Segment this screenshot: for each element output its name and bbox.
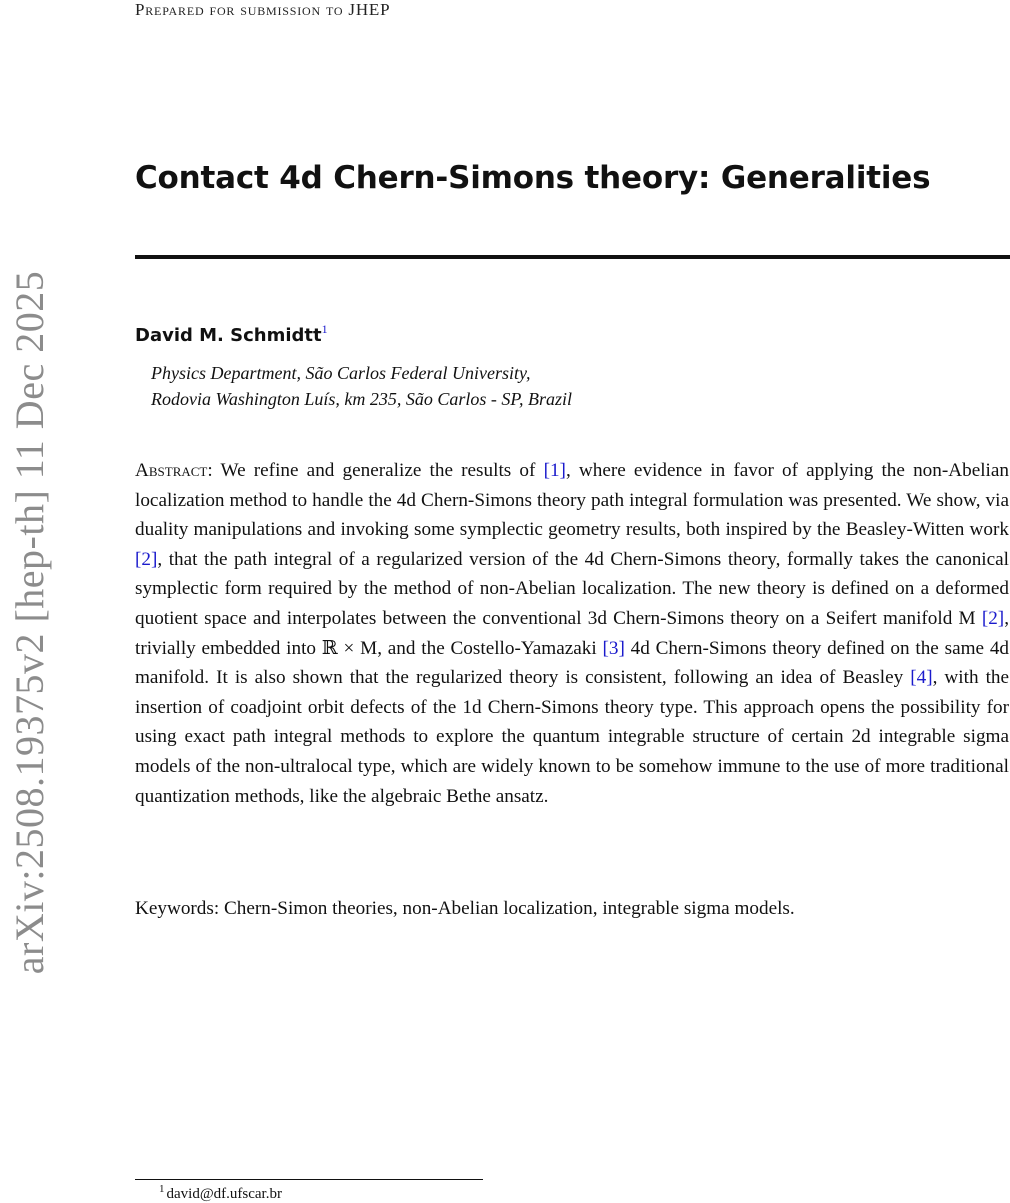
author (135, 322, 328, 346)
footnote-mark: 1 (159, 1183, 165, 1195)
abstract-text: , with the insertion of coadjoint orbit defects of the 1d Chern-Simons theory type. This approach opens the possibility for using exact path integral methods to explore the quantum integrable structure of certain 2d integrable sigma models of the non-ultralocal type, which are widely known to be somehow immune to the use of more traditional quantization methods, like the algebraic Bethe ansatz. (135, 667, 1010, 807)
citation-link[interactable]: [3] (602, 637, 625, 659)
arxiv-stamp-text: arXiv:2508.19375v2 [hep-th] 11 Dec 2025 (7, 270, 53, 975)
abstract-text: 4d Chern-Simons theory defined on the same 4d manifold. It is also shown that the regularized theory is consistent, following an idea of Beasley (135, 637, 1010, 689)
citation-link[interactable]: [1] (543, 460, 566, 481)
footnote-rule (135, 1179, 483, 1180)
citation-link[interactable]: [2] (981, 607, 1005, 629)
affiliation (151, 360, 572, 412)
abstract-text: , trivially embedded into ℝ × M, and the Costello-Yamazaki (135, 607, 1009, 659)
journal-note: Prepared for submission to JHEP (135, 0, 391, 19)
footnote (159, 1183, 282, 1203)
affiliation-line-2: Rodovia Washington Luís, km 235, São Carlos - SP, Brazil (151, 389, 573, 409)
citation-link[interactable]: [2] (135, 548, 158, 570)
abstract-text: : We refine and generalize the results of (207, 460, 544, 481)
affiliation-line-1: Physics Department, São Carlos Federal University, (151, 363, 531, 383)
author-name: David M. Schmidtt (135, 325, 322, 346)
abstract-heading: Abstract (135, 460, 208, 481)
keywords: Keywords: Chern-Simon theories, non-Abelian localization, integrable sigma models. (135, 898, 795, 919)
abstract-text: , where evidence in favor of applying the non-Abelian localization method to handle the 4d Chern-Simons theory path integral formulation was presented. We show, via duality manipulations and invoking some symplectic geometry results, both inspired by the Beasley-Witten work (135, 460, 1009, 541)
author-footnote-mark[interactable]: 1 (321, 322, 328, 336)
arxiv-stamp (0, 270, 60, 975)
abstract-text: , that the path integral of a regularized version of the 4d Chern-Simons theory, formally takes the canonical symplectic form required by the method of non-Abelian localization. The new theory is defined on a deformed quotient space and interpolates between the conventional 3d Chern-Simons theory on a Seifert manifold M (135, 548, 1009, 629)
paper-title: Contact 4d Chern-Simons theory: Generalities (135, 160, 931, 196)
abstract (135, 456, 1009, 811)
title-rule (135, 255, 1010, 259)
citation-link[interactable]: [4] (910, 667, 933, 689)
footnote-email: david@df.ufscar.br (166, 1186, 282, 1202)
